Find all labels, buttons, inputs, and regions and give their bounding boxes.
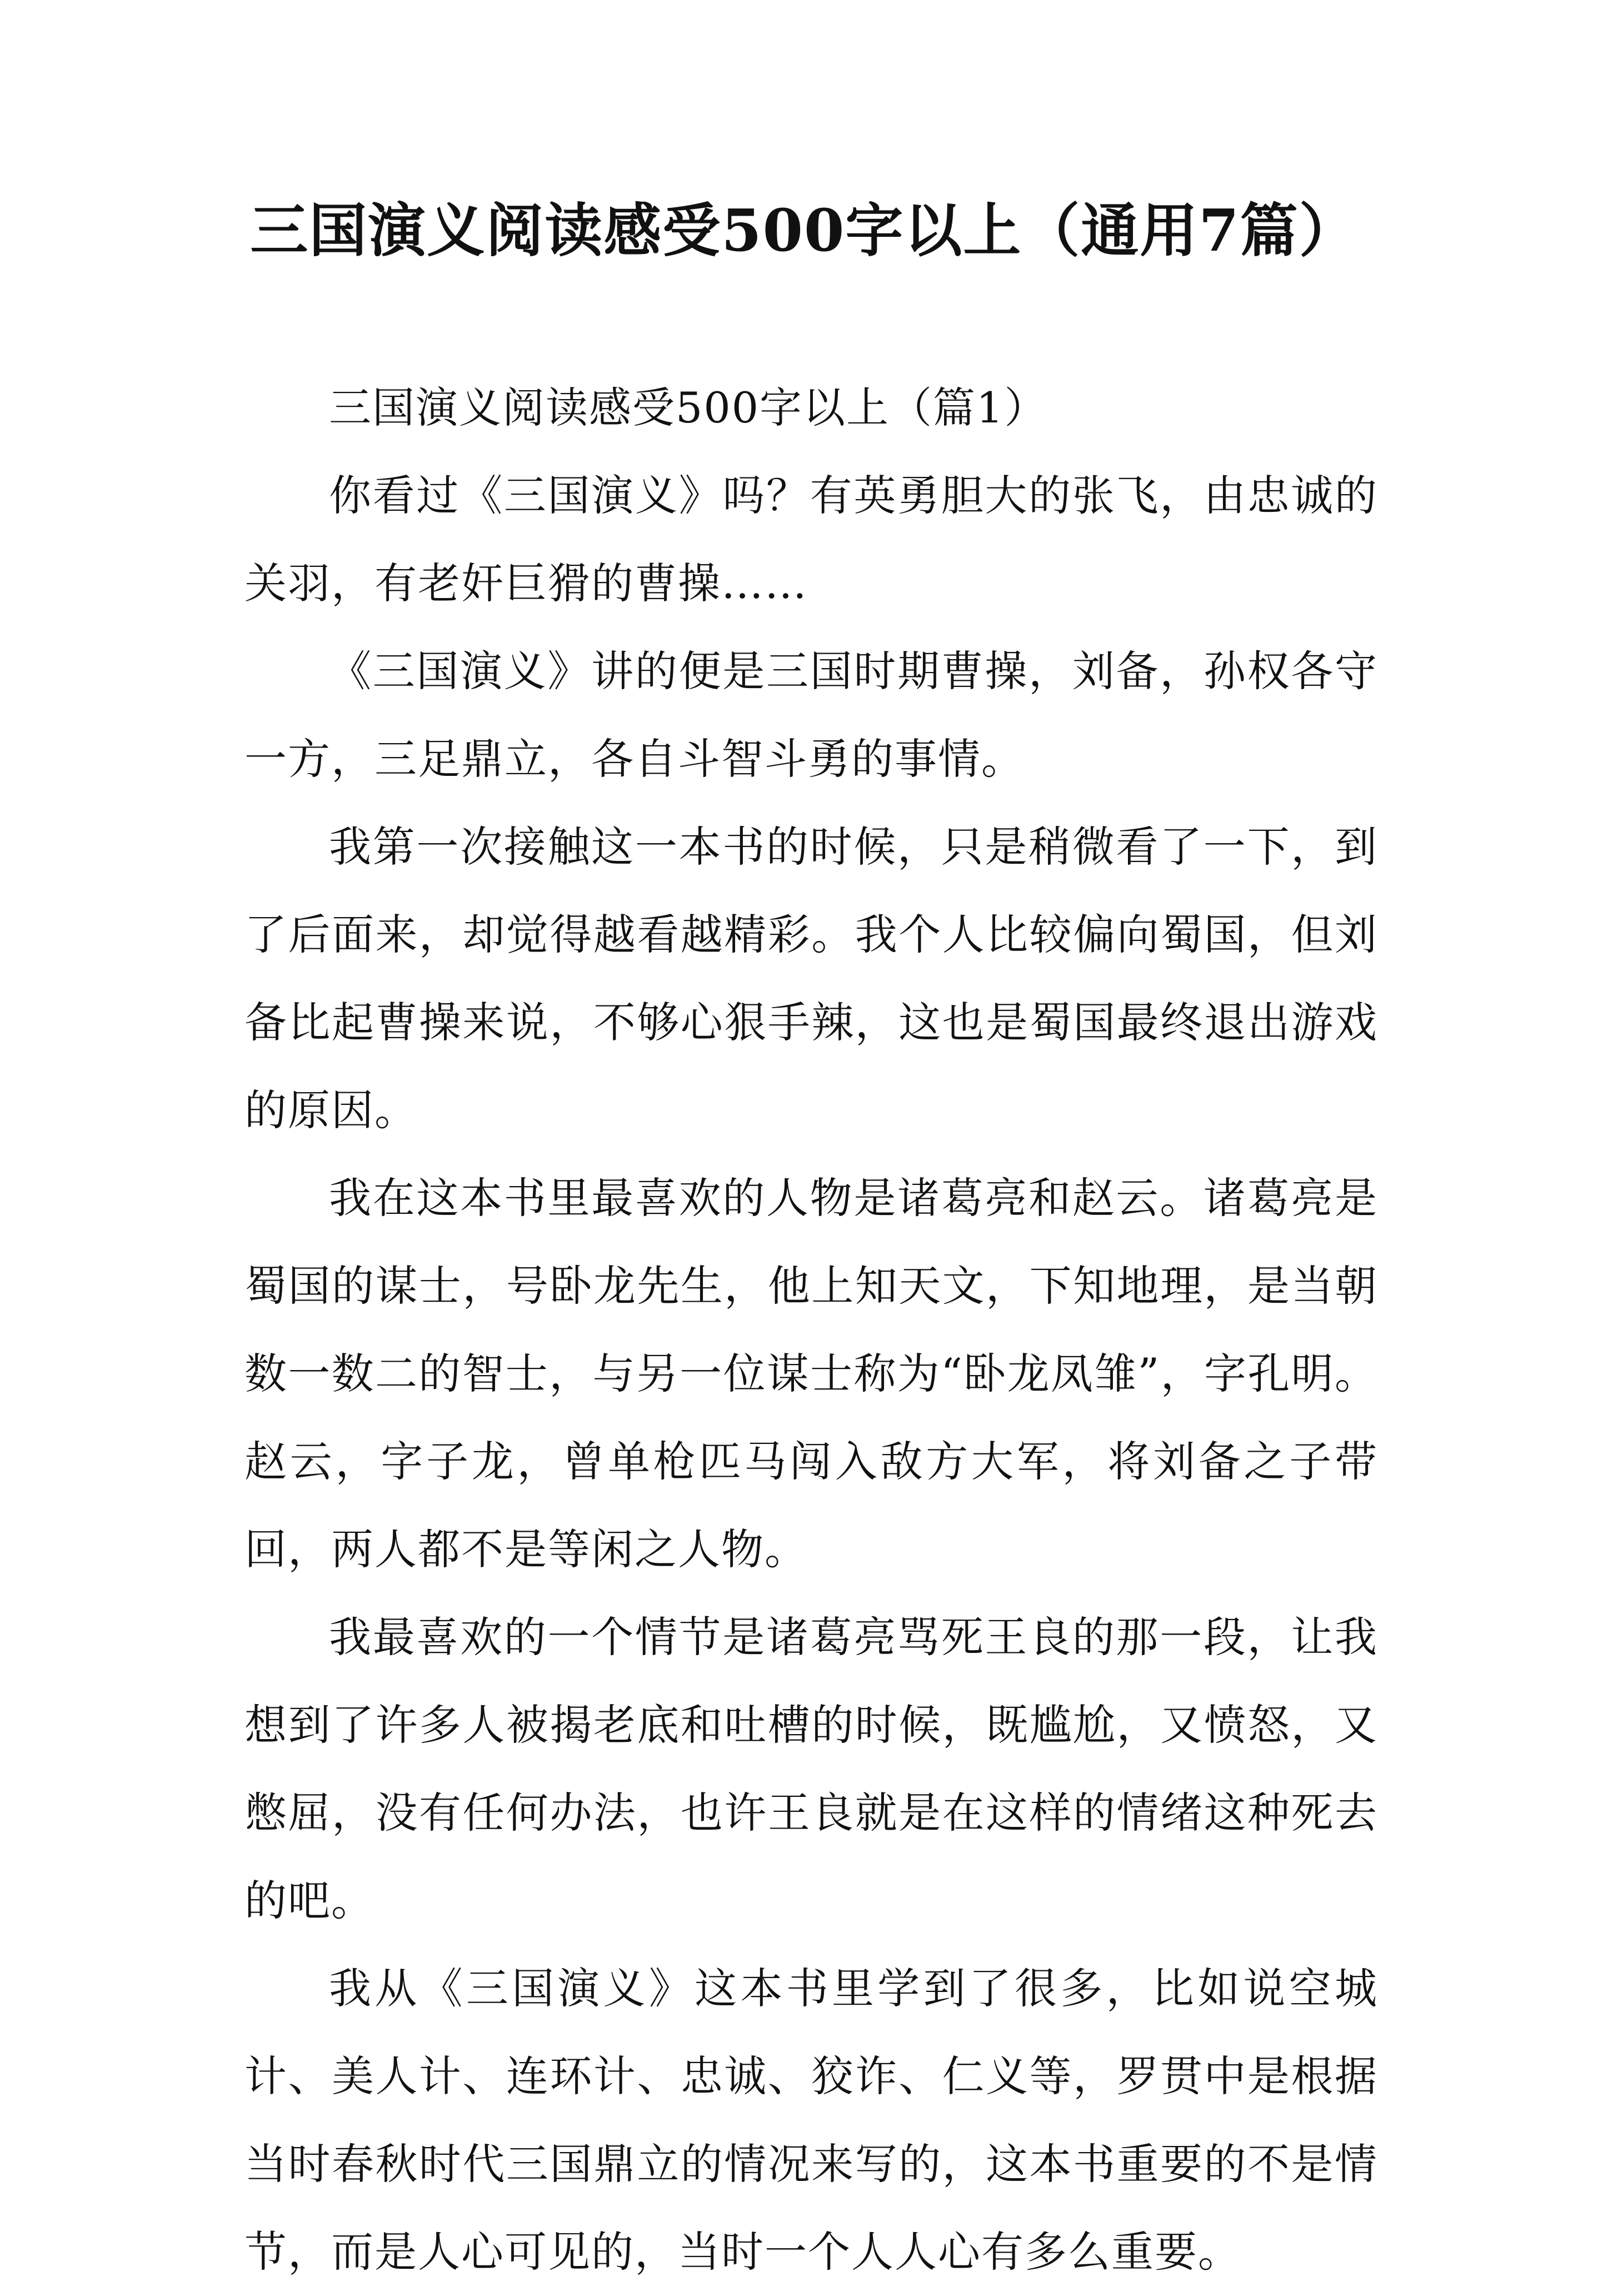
paragraph: 《三国演义》讲的便是三国时期曹操，刘备，孙权各守一方，三足鼎立，各自斗智斗勇的事情。 [244, 646, 1378, 784]
paragraph: 我从《三国演义》这本书里学到了很多，比如说空城计、美人计、连环计、忠诚、狡诈、仁义等，罗贯中是根据当时春秋时代三国鼎立的情况来写的，这本书重要的不是情节，而是人心可见的，当时一个人人心有多么重要。 [244, 1964, 1378, 2277]
paragraph: 我在这本书里最喜欢的人物是诸葛亮和赵云。诸葛亮是蜀国的谋士，号卧龙先生，他上知天文，下知地理，是当朝数一数二的智士，与另一位谋士称为“卧龙凤雏”，字孔明。赵云，字子龙，曾单枪匹马闯入敌方大军，将刘备之子带回，两人都不是等闲之人物。 [244, 1173, 1378, 1574]
paragraph: 我最喜欢的一个情节是诸葛亮骂死王良的那一段，让我想到了许多人被揭老底和吐槽的时候，既尴尬，又愤怒，又憋屈，没有任何办法，也许王良就是在这样的情绪这种死去的吧。 [244, 1612, 1378, 1925]
section-heading: 三国演义阅读感受500字以上（篇1） [329, 383, 1048, 432]
paragraph: 你看过《三国演义》吗？有英勇胆大的张飞，由忠诚的关羽，有老奸巨猾的曹操…… [244, 471, 1378, 608]
paragraph: 我第一次接触这一本书的时候，只是稍微看了一下，到了后面来，却觉得越看越精彩。我个人比较偏向蜀国，但刘备比起曹操来说，不够心狠手辣，这也是蜀国最终退出游戏的原因。 [244, 822, 1378, 1135]
document-title: 三国演义阅读感受500字以上（通用7篇） [250, 196, 1358, 265]
document-body [244, 364, 1378, 2296]
